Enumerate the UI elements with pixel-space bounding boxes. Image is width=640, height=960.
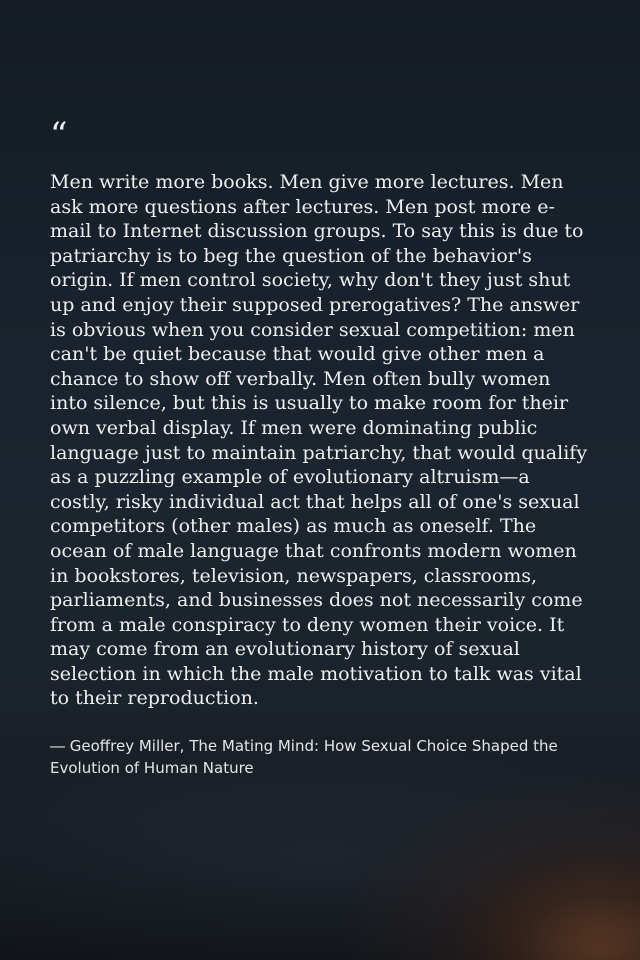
quote-mark-icon: “ bbox=[50, 115, 68, 155]
background-rock-glow bbox=[450, 850, 640, 960]
quote-attribution: ― Geoffrey Miller, The Mating Mind: How Sexual Choice Shaped the Evolution of Human Nature bbox=[50, 737, 558, 778]
quote-text: Men write more books. Men give more lectures. Men ask more questions after lectures. Men post more e-mail to Internet discussion groups. To say this is due to patriarchy is to beg the question of the behavior's origin. If men control society, why don't they just shut up and enjoy their supposed prerogatives? The answer is obvious when you consider sexual competition: men can't be quiet because that would give other men a chance to show off verbally. Men often bully women into silence, but this is usually to make room for their own verbal display. If men were dominating public language just to maintain patriarchy, that would qualify as a puzzling example of evolutionary altruism—a costly, risky individual act that helps all of one's sexual competitors (other males) as much as oneself. The ocean of male language that confronts modern women in bookstores, television, newspapers, classrooms, parliaments, and businesses does not necessarily come from a male conspiracy to deny women their voice. It may come from an evolutionary history of sexual selection in which the male motivation to talk was vital to their reproduction. bbox=[50, 171, 588, 710]
quote-card bbox=[50, 115, 590, 779]
